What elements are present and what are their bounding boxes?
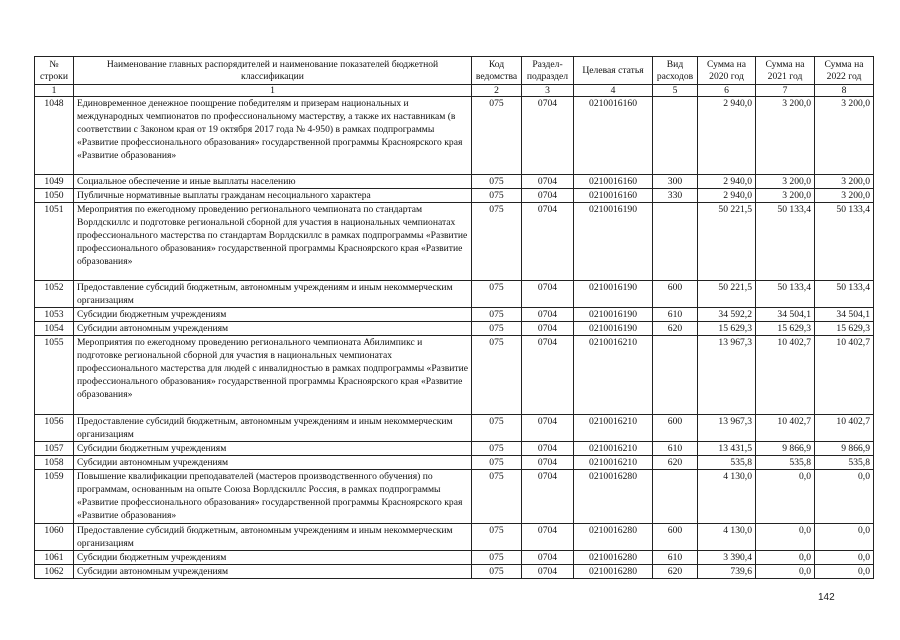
column-number: 6 xyxy=(698,85,756,97)
column-number: 3 xyxy=(522,85,574,97)
row-target-item: 0210016280 xyxy=(574,524,653,551)
page-number: 142 xyxy=(818,592,835,603)
row-sum-2022: 9 866,9 xyxy=(815,442,874,456)
table-row xyxy=(35,189,874,203)
budget-table xyxy=(34,56,874,579)
row-expense-type: 620 xyxy=(653,565,698,579)
row-sum-2021: 50 133,4 xyxy=(756,203,815,281)
header-dept-code: Код ведомства xyxy=(472,57,522,85)
row-expense-type: 600 xyxy=(653,281,698,308)
row-expense-type: 620 xyxy=(653,456,698,470)
row-target-item: 0210016160 xyxy=(574,175,653,189)
row-expense-type: 610 xyxy=(653,551,698,565)
row-name: Мероприятия по ежегодному проведению регионального чемпионата по стандартам Ворлдскиллс и подготовке региональной сборной для участия в национальных чемпионатах профессионального мастерства по стандартам Ворлдскиллс в рамках подпрограммы «Развитие профессионального образования» государственной программы Красноярского края «Развитие образования» xyxy=(74,203,472,281)
row-section: 0704 xyxy=(522,551,574,565)
header-target-item: Целевая статья xyxy=(574,57,653,85)
row-number: 1051 xyxy=(35,203,74,281)
row-target-item: 0210016280 xyxy=(574,470,653,524)
row-sum-2022: 34 504,1 xyxy=(815,308,874,322)
header-row-number: № строки xyxy=(35,57,74,85)
row-target-item: 0210016190 xyxy=(574,308,653,322)
row-section: 0704 xyxy=(522,203,574,281)
row-section: 0704 xyxy=(522,189,574,203)
row-section: 0704 xyxy=(522,281,574,308)
row-expense-type xyxy=(653,97,698,175)
row-name: Субсидии автономным учреждениям xyxy=(74,322,472,336)
row-number: 1056 xyxy=(35,415,74,442)
row-target-item: 0210016160 xyxy=(574,97,653,175)
row-sum-2022: 0,0 xyxy=(815,565,874,579)
row-number: 1050 xyxy=(35,189,74,203)
row-section: 0704 xyxy=(522,415,574,442)
row-name: Предоставление субсидий бюджетным, автономным учреждениям и иным некоммерческим организациям xyxy=(74,281,472,308)
table-row xyxy=(35,470,874,524)
row-name: Предоставление субсидий бюджетным, автономным учреждениям и иным некоммерческим организациям xyxy=(74,415,472,442)
row-dept-code: 075 xyxy=(472,203,522,281)
row-sum-2020: 13 967,3 xyxy=(698,336,756,415)
row-sum-2020: 2 940,0 xyxy=(698,97,756,175)
header-sum-2020: Сумма на 2020 год xyxy=(698,57,756,85)
row-sum-2021: 0,0 xyxy=(756,470,815,524)
row-dept-code: 075 xyxy=(472,470,522,524)
row-sum-2020: 535,8 xyxy=(698,456,756,470)
row-sum-2022: 50 133,4 xyxy=(815,281,874,308)
row-expense-type xyxy=(653,203,698,281)
row-number: 1062 xyxy=(35,565,74,579)
row-sum-2020: 4 130,0 xyxy=(698,524,756,551)
row-target-item: 0210016190 xyxy=(574,203,653,281)
row-section: 0704 xyxy=(522,565,574,579)
row-expense-type: 610 xyxy=(653,308,698,322)
row-target-item: 0210016190 xyxy=(574,281,653,308)
table-row xyxy=(35,456,874,470)
row-section: 0704 xyxy=(522,524,574,551)
row-sum-2022: 0,0 xyxy=(815,551,874,565)
row-sum-2022: 10 402,7 xyxy=(815,336,874,415)
table-row xyxy=(35,565,874,579)
row-sum-2022: 535,8 xyxy=(815,456,874,470)
row-expense-type: 610 xyxy=(653,442,698,456)
row-expense-type: 330 xyxy=(653,189,698,203)
row-number: 1060 xyxy=(35,524,74,551)
row-name: Мероприятия по ежегодному проведению регионального чемпионата Абилимпикс и подготовке региональной сборной для участия в национальных чемпионатах профессионального мастерства для людей с инвалидностью в рамках подпрограммы «Развитие профессионального образования» государственной программы Красноярского края «Развитие образования» xyxy=(74,336,472,415)
column-number: 7 xyxy=(756,85,815,97)
row-section: 0704 xyxy=(522,175,574,189)
table-body xyxy=(35,97,874,579)
column-number: 8 xyxy=(815,85,874,97)
row-name: Субсидии бюджетным учреждениям xyxy=(74,442,472,456)
row-section: 0704 xyxy=(522,322,574,336)
header-section: Раздел-подраздел xyxy=(522,57,574,85)
header-expense-type: Вид расходов xyxy=(653,57,698,85)
row-name: Субсидии автономным учреждениям xyxy=(74,456,472,470)
row-sum-2020: 13 967,3 xyxy=(698,415,756,442)
header-sum-2021: Сумма на 2021 год xyxy=(756,57,815,85)
row-sum-2022: 3 200,0 xyxy=(815,175,874,189)
row-name: Субсидии бюджетным учреждениям xyxy=(74,308,472,322)
row-sum-2022: 3 200,0 xyxy=(815,189,874,203)
row-number: 1052 xyxy=(35,281,74,308)
row-dept-code: 075 xyxy=(472,97,522,175)
column-number: 4 xyxy=(574,85,653,97)
row-number: 1057 xyxy=(35,442,74,456)
row-name: Предоставление субсидий бюджетным, автономным учреждениям и иным некоммерческим организациям xyxy=(74,524,472,551)
row-sum-2021: 15 629,3 xyxy=(756,322,815,336)
row-target-item: 0210016210 xyxy=(574,336,653,415)
table-row xyxy=(35,415,874,442)
row-target-item: 0210016160 xyxy=(574,189,653,203)
row-sum-2021: 0,0 xyxy=(756,551,815,565)
table-row xyxy=(35,524,874,551)
row-number: 1055 xyxy=(35,336,74,415)
row-name: Единовременное денежное поощрение победителям и призерам национальных и международных чемпионатов по профессиональному мастерству, а также их наставникам (в соответствии с Законом края от 19 октября 2017 года № 4-950) в рамках подпрограммы «Развитие профессионального образования» государственной программы Красноярского края «Развитие образования» xyxy=(74,97,472,175)
row-section: 0704 xyxy=(522,308,574,322)
table-row xyxy=(35,308,874,322)
row-dept-code: 075 xyxy=(472,456,522,470)
row-section: 0704 xyxy=(522,97,574,175)
row-target-item: 0210016280 xyxy=(574,551,653,565)
row-expense-type xyxy=(653,336,698,415)
column-number: 1 xyxy=(35,85,74,97)
row-sum-2021: 34 504,1 xyxy=(756,308,815,322)
row-section: 0704 xyxy=(522,456,574,470)
row-sum-2020: 34 592,2 xyxy=(698,308,756,322)
row-number: 1054 xyxy=(35,322,74,336)
row-sum-2021: 0,0 xyxy=(756,565,815,579)
row-sum-2020: 13 431,5 xyxy=(698,442,756,456)
row-dept-code: 075 xyxy=(472,524,522,551)
column-number: 2 xyxy=(472,85,522,97)
row-dept-code: 075 xyxy=(472,442,522,456)
row-sum-2021: 9 866,9 xyxy=(756,442,815,456)
table-row xyxy=(35,336,874,415)
row-sum-2021: 3 200,0 xyxy=(756,189,815,203)
row-number: 1058 xyxy=(35,456,74,470)
row-sum-2021: 3 200,0 xyxy=(756,97,815,175)
row-sum-2022: 0,0 xyxy=(815,524,874,551)
row-section: 0704 xyxy=(522,336,574,415)
row-number: 1059 xyxy=(35,470,74,524)
table-row xyxy=(35,551,874,565)
row-name: Социальное обеспечение и иные выплаты населению xyxy=(74,175,472,189)
row-expense-type: 620 xyxy=(653,322,698,336)
row-number: 1061 xyxy=(35,551,74,565)
table-row xyxy=(35,322,874,336)
row-section: 0704 xyxy=(522,442,574,456)
row-target-item: 0210016280 xyxy=(574,565,653,579)
row-expense-type xyxy=(653,470,698,524)
row-expense-type: 600 xyxy=(653,524,698,551)
row-number: 1049 xyxy=(35,175,74,189)
row-sum-2020: 50 221,5 xyxy=(698,281,756,308)
row-dept-code: 075 xyxy=(472,175,522,189)
row-name: Публичные нормативные выплаты гражданам несоциального характера xyxy=(74,189,472,203)
row-target-item: 0210016190 xyxy=(574,322,653,336)
row-sum-2021: 535,8 xyxy=(756,456,815,470)
row-expense-type: 600 xyxy=(653,415,698,442)
row-dept-code: 075 xyxy=(472,189,522,203)
column-number-row xyxy=(35,85,874,97)
row-dept-code: 075 xyxy=(472,322,522,336)
row-name: Субсидии автономным учреждениям xyxy=(74,565,472,579)
row-sum-2021: 3 200,0 xyxy=(756,175,815,189)
column-number: 1 xyxy=(74,85,472,97)
row-sum-2020: 50 221,5 xyxy=(698,203,756,281)
row-dept-code: 075 xyxy=(472,551,522,565)
row-dept-code: 075 xyxy=(472,336,522,415)
row-sum-2020: 15 629,3 xyxy=(698,322,756,336)
table-row xyxy=(35,97,874,175)
row-sum-2020: 2 940,0 xyxy=(698,175,756,189)
header-sum-2022: Сумма на 2022 год xyxy=(815,57,874,85)
row-sum-2020: 2 940,0 xyxy=(698,189,756,203)
row-expense-type: 300 xyxy=(653,175,698,189)
table-header-row xyxy=(35,57,874,85)
row-sum-2022: 50 133,4 xyxy=(815,203,874,281)
row-sum-2020: 3 390,4 xyxy=(698,551,756,565)
row-target-item: 0210016210 xyxy=(574,456,653,470)
row-number: 1053 xyxy=(35,308,74,322)
row-name: Субсидии бюджетным учреждениям xyxy=(74,551,472,565)
row-dept-code: 075 xyxy=(472,281,522,308)
row-target-item: 0210016210 xyxy=(574,415,653,442)
table-row xyxy=(35,281,874,308)
row-sum-2022: 10 402,7 xyxy=(815,415,874,442)
row-section: 0704 xyxy=(522,470,574,524)
table-row xyxy=(35,442,874,456)
row-sum-2022: 15 629,3 xyxy=(815,322,874,336)
row-sum-2022: 3 200,0 xyxy=(815,97,874,175)
table-row xyxy=(35,175,874,189)
row-sum-2021: 10 402,7 xyxy=(756,415,815,442)
table-row xyxy=(35,203,874,281)
row-sum-2021: 0,0 xyxy=(756,524,815,551)
row-number: 1048 xyxy=(35,97,74,175)
row-sum-2020: 739,6 xyxy=(698,565,756,579)
row-dept-code: 075 xyxy=(472,308,522,322)
column-number: 5 xyxy=(653,85,698,97)
header-name: Наименование главных распорядителей и наименование показателей бюджетной классификации xyxy=(74,57,472,85)
row-dept-code: 075 xyxy=(472,565,522,579)
row-dept-code: 075 xyxy=(472,415,522,442)
row-sum-2021: 10 402,7 xyxy=(756,336,815,415)
row-sum-2022: 0,0 xyxy=(815,470,874,524)
row-sum-2020: 4 130,0 xyxy=(698,470,756,524)
row-name: Повышение квалификации преподавателей (мастеров производственного обучения) по программам, основанным на опыте Союза Ворлдскиллс Россия, в рамках подпрограммы «Развитие профессионального образования» государственной программы Красноярского края «Развитие образования» xyxy=(74,470,472,524)
row-target-item: 0210016210 xyxy=(574,442,653,456)
row-sum-2021: 50 133,4 xyxy=(756,281,815,308)
